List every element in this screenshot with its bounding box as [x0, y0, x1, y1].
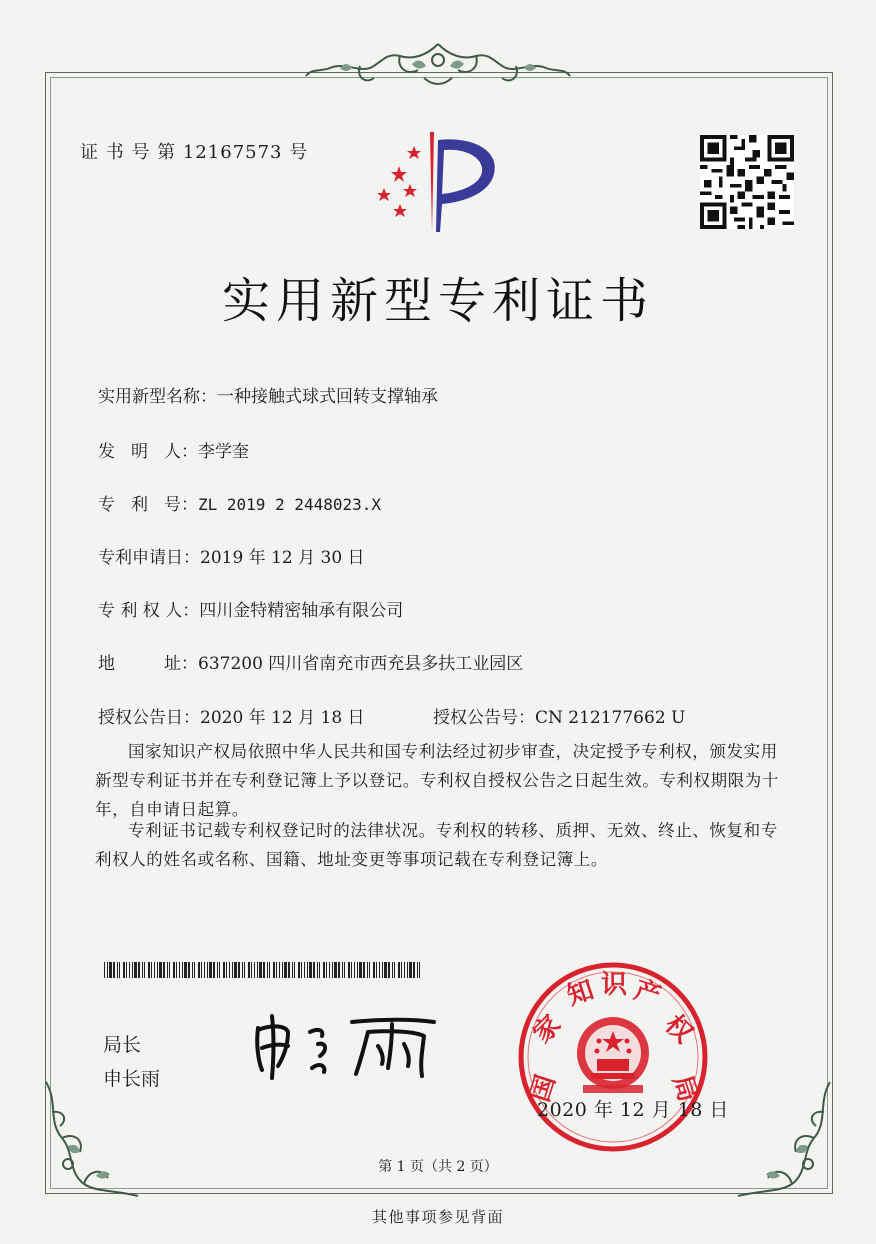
barcode-bar [338, 962, 340, 978]
barcode-bar [329, 962, 330, 978]
barcode-bar [276, 962, 277, 978]
barcode-bar [344, 962, 345, 978]
utility-model-name-value: 一种接触式球式回转支撑轴承 [217, 387, 438, 407]
barcode-bar [354, 962, 355, 978]
barcode-bar [304, 962, 305, 978]
seal-emblem [577, 1017, 649, 1093]
barcode-bar [248, 962, 250, 978]
page-number: 第 1 页（共 2 页） [378, 1159, 498, 1175]
barcode-bar [201, 962, 202, 978]
barcode-bar [107, 962, 108, 978]
barcode-bar [288, 962, 290, 978]
barcode-bar [226, 962, 227, 978]
barcode-bar [392, 962, 393, 978]
barcode-bar [198, 962, 200, 978]
barcode-bar [244, 962, 245, 978]
qr-code [700, 135, 794, 229]
grant-statement-paragraph: 国家知识产权局依照中华人民共和国专利法经过初步审查，决定授予专利权，颁发实用新型专利证书并在专利登记簿上予以登记。专利权自授权公告之日起生效。专利权期限为十年，自申请日起算。 [95, 742, 779, 819]
barcode [104, 962, 422, 978]
barcode-bar [357, 962, 358, 978]
director-signature [244, 1010, 444, 1080]
barcode-bar [279, 962, 280, 978]
barcode-bar [332, 962, 333, 978]
svg-text:家: 家 [527, 1009, 568, 1050]
svg-text:国: 国 [525, 1071, 562, 1106]
barcode-bar [179, 962, 180, 978]
inventor-value: 李学奎 [198, 442, 249, 462]
barcode-bar [419, 962, 420, 978]
svg-text:产: 产 [630, 975, 665, 1012]
patentee-value: 四川金特精密轴承有限公司 [199, 601, 404, 621]
barcode-bar [417, 962, 418, 978]
barcode-bar [123, 962, 125, 978]
patent-number-label: 专 利 号： [98, 495, 198, 515]
barcode-bar [194, 962, 195, 978]
barcode-bar [394, 962, 395, 978]
barcode-bar [282, 962, 283, 978]
logo-p-shape [436, 139, 495, 232]
barcode-bar [132, 962, 133, 978]
barcode-bar [307, 962, 308, 978]
patent-office-logo [362, 128, 512, 240]
barcode-bar [173, 962, 175, 978]
barcode-bar [409, 962, 412, 978]
inventor-row [98, 437, 249, 462]
address-row [98, 649, 523, 674]
logo-stars [377, 146, 421, 217]
barcode-bar [154, 962, 155, 978]
barcode-bar [369, 962, 370, 978]
inventor-label: 发 明 人： [98, 442, 198, 462]
barcode-bar [232, 962, 233, 978]
address-value: 637200 四川省南充市西充县多扶工业园区 [198, 654, 524, 674]
utility-model-name-label: 实用新型名称： [98, 387, 217, 407]
barcode-bar [413, 962, 415, 978]
barcode-bar [292, 962, 293, 978]
grant-date-row [98, 703, 365, 728]
grant-number-label: 授权公告号： [433, 708, 535, 728]
bottom-right-ornament [728, 1072, 838, 1202]
barcode-bar [219, 962, 220, 978]
barcode-bar [151, 962, 152, 978]
barcode-bar [163, 962, 165, 978]
barcode-bar [351, 962, 352, 978]
barcode-bar [104, 962, 105, 978]
logo-red-bar [430, 132, 434, 232]
barcode-bar [284, 962, 287, 978]
barcode-bar [263, 962, 265, 978]
barcode-bar [113, 962, 115, 978]
barcode-bar [294, 962, 295, 978]
barcode-bar [217, 962, 218, 978]
barcode-bar [148, 962, 150, 978]
barcode-bar [317, 962, 318, 978]
barcode-bar [138, 962, 140, 978]
barcode-bar [242, 962, 243, 978]
barcode-bar [192, 962, 193, 978]
barcode-bar [384, 962, 387, 978]
legal-status-paragraph: 专利证书记载专利权登记时的法律状况。专利权的转移、质押、无效、终止、恢复和专利权人的姓名或名称、国籍、地址变更等事项记载在专利登记簿上。 [95, 821, 778, 869]
barcode-bar [167, 962, 168, 978]
director-name: 申长雨 [103, 1068, 161, 1090]
barcode-bar [129, 962, 130, 978]
filing-date-label: 专利申请日： [98, 548, 200, 568]
barcode-bar [313, 962, 315, 978]
barcode-bar [257, 962, 258, 978]
barcode-bar [157, 962, 158, 978]
director-title: 局长 [103, 1034, 142, 1056]
barcode-bar [301, 962, 302, 978]
patentee-row [98, 596, 403, 621]
barcode-bar [326, 962, 327, 978]
barcode-bar [182, 962, 183, 978]
certificate-number: 证 书 号 第 12167573 号 [80, 142, 309, 163]
barcode-bar [404, 962, 405, 978]
patent-number-value: ZL 2019 2 2448023.X [198, 495, 382, 514]
barcode-bar [367, 962, 368, 978]
barcode-bar [134, 962, 137, 978]
barcode-bar [207, 962, 208, 978]
grant-date-label: 授权公告日： [98, 708, 200, 728]
footer-note: 其他事项参见背面 [371, 1208, 504, 1226]
barcode-bar [376, 962, 377, 978]
barcode-bar [298, 962, 300, 978]
grant-number-value: CN 212177662 U [535, 708, 686, 728]
svg-text:识: 识 [600, 970, 628, 1000]
seal-date: 2020 年 12 月 18 日 [537, 1099, 729, 1121]
barcode-bar [144, 962, 145, 978]
barcode-bar [119, 962, 120, 978]
patent-number-row [98, 490, 381, 515]
bottom-left-ornament [38, 1072, 148, 1202]
barcode-bar [273, 962, 275, 978]
svg-text:知: 知 [563, 975, 598, 1012]
barcode-bar [334, 962, 337, 978]
address-label: 地 址： [98, 654, 198, 674]
barcode-bar [188, 962, 190, 978]
barcode-bar [109, 962, 112, 978]
barcode-bar [184, 962, 187, 978]
barcode-bar [176, 962, 177, 978]
svg-text:局: 局 [666, 1071, 703, 1106]
barcode-bar [401, 962, 402, 978]
barcode-bar [126, 962, 127, 978]
barcode-bar [373, 962, 375, 978]
barcode-bar [238, 962, 240, 978]
filing-date-value: 2019 年 12 月 30 日 [200, 548, 365, 568]
top-ornament [300, 38, 576, 98]
barcode-bar [382, 962, 383, 978]
barcode-bar [267, 962, 268, 978]
barcode-bar [169, 962, 170, 978]
barcode-bar [209, 962, 212, 978]
filing-date-row [98, 543, 365, 568]
barcode-bar [363, 962, 365, 978]
barcode-bar [398, 962, 400, 978]
barcode-bar [204, 962, 205, 978]
barcode-bar [223, 962, 225, 978]
barcode-bar [251, 962, 252, 978]
barcode-bar [388, 962, 390, 978]
barcode-bar [348, 962, 350, 978]
patentee-label: 专 利 权 人： [98, 601, 200, 621]
barcode-bar [269, 962, 270, 978]
barcode-bar [319, 962, 320, 978]
barcode-bar [323, 962, 325, 978]
svg-text:权: 权 [658, 1009, 699, 1050]
barcode-bar [309, 962, 312, 978]
barcode-bar [254, 962, 255, 978]
grant-date-value: 2020 年 12 月 18 日 [200, 708, 365, 728]
barcode-bar [142, 962, 143, 978]
utility-model-name-row [98, 382, 438, 407]
grant-number-row [433, 703, 685, 728]
barcode-bar [259, 962, 262, 978]
barcode-bar [407, 962, 408, 978]
barcode-bar [159, 962, 162, 978]
barcode-bar [213, 962, 215, 978]
barcode-bar [229, 962, 230, 978]
barcode-bar [359, 962, 362, 978]
barcode-bar [117, 962, 118, 978]
barcode-bar [342, 962, 343, 978]
certificate-title: 实用新型专利证书 [221, 273, 654, 329]
barcode-bar [379, 962, 380, 978]
official-seal [513, 957, 713, 1157]
barcode-bar [234, 962, 237, 978]
